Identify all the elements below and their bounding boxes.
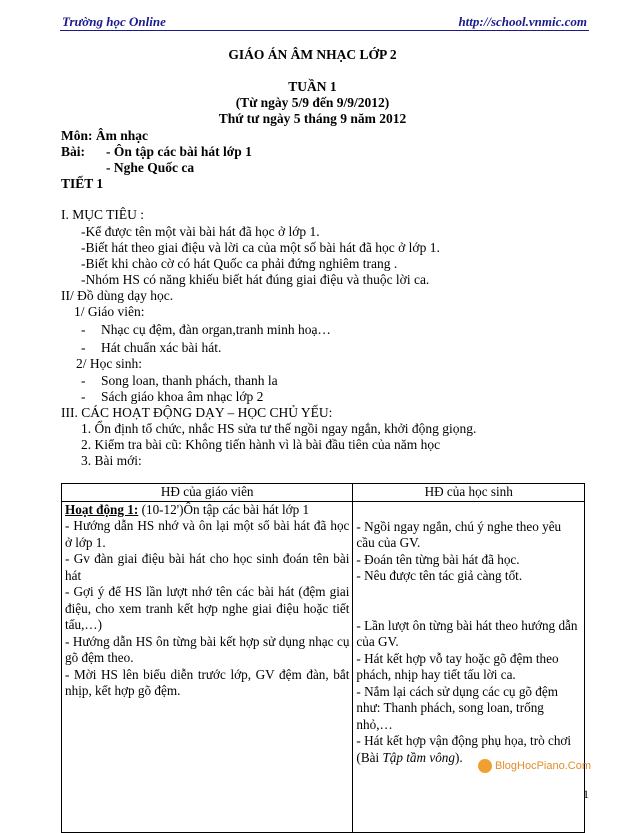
list-bullet: - <box>81 340 86 355</box>
teacher-material-item: Hát chuẩn xác bài hát. <box>101 340 222 355</box>
teacher-activities-cell <box>62 501 353 832</box>
teacher-step: - Mời HS lên biểu diễn trước lớp, GV đệm đàn, bắt nhịp, kết hợp gõ đệm. <box>65 666 350 698</box>
teacher-materials-heading: 1/ Giáo viên: <box>74 304 145 319</box>
materials-heading: II/ Đồ dùng dạy học. <box>61 288 174 303</box>
student-activities-cell <box>353 501 585 832</box>
activity-title <box>65 502 349 519</box>
subject-line: Môn: Âm nhạc <box>61 128 148 143</box>
activities-heading: III. CÁC HOẠT ĐỘNG DẠY – HỌC CHỦ YẾU: <box>61 405 333 420</box>
activity-step: 3. Bài mới: <box>81 453 142 468</box>
period-label: TIẾT 1 <box>61 176 104 191</box>
lesson-day: Thứ tư ngày 5 tháng 9 năm 2012 <box>218 111 407 126</box>
objectives-heading: I. MỤC TIÊU : <box>61 207 144 222</box>
teacher-material-item: Nhạc cụ đệm, đàn organ,tranh minh hoạ… <box>101 322 331 337</box>
watermark-logo <box>478 759 591 773</box>
teacher-step: - Gợi ý để HS lần lượt nhớ tên các bài hát (đệm giai điệu, cho xem tranh kết hợp nghe giai điệu hoặc tiết tấu,…) <box>65 584 350 632</box>
site-name: Trường học Online <box>62 14 166 29</box>
student-step: - Ngồi ngay ngắn, chú ý nghe theo yêu cầu của GV. <box>356 518 562 550</box>
teacher-column-header: HĐ của giáo viên <box>62 484 353 502</box>
list-bullet: - <box>81 373 86 388</box>
document-title: GIÁO ÁN ÂM NHẠC LỚP 2 <box>228 47 397 62</box>
teacher-step: - Hướng dẫn HS nhớ và ôn lại một số bài hát đã học ở lớp 1. <box>65 518 350 550</box>
lesson-title-2: - Nghe Quốc ca <box>106 160 195 175</box>
activity-step: 2. Kiểm tra bài cũ: Không tiến hành vì là bài đầu tiên của năm học <box>81 437 441 452</box>
list-bullet: - <box>81 389 86 404</box>
page-number: 1 <box>583 787 589 801</box>
student-step-text: - Hát kết hợp vận động phụ họa, trò chơi (Bài <box>356 733 572 765</box>
teacher-step: - Hướng dẫn HS ôn từng bài kết hợp sử dụng nhạc cụ gõ đệm theo. <box>65 633 350 665</box>
lesson-plan-table <box>61 483 585 833</box>
activity-step: 1. Ổn định tổ chức, nhắc HS sửa tư thế ngồi ngay ngắn, khởi động giọng. <box>81 421 477 436</box>
activity-description: (10-12')Ôn tập các bài hát lớp 1 <box>138 501 310 517</box>
watermark-text: BlogHocPiano.Com <box>495 759 591 772</box>
student-material-item: Song loan, thanh phách, thanh la <box>101 373 278 388</box>
list-bullet: - <box>81 322 86 337</box>
game-title: Tập tầm vông <box>382 749 455 765</box>
week-label: TUẦN 1 <box>288 79 337 94</box>
student-step: - Lần lượt ôn từng bài hát theo hướng dẫn của GV. <box>356 617 578 649</box>
student-materials-heading: 2/ Học sinh: <box>76 356 142 371</box>
student-step: - Nêu được tên tác giả càng tốt. <box>356 568 523 583</box>
objective-item: -Biết hát theo giai điệu và lời ca của một số bài hát đã học ở lớp 1. <box>81 240 440 255</box>
lesson-label: Bài: <box>61 144 86 159</box>
teacher-step: - Gv đàn giai điệu bài hát cho học sinh đoán tên bài hát <box>65 551 350 583</box>
student-step: - Hát kết hợp vỗ tay hoặc gõ đệm theo phách, nhịp hay tiết tấu lời ca. <box>356 650 559 682</box>
header-divider <box>60 30 589 31</box>
objective-item: -Nhóm HS có năng khiếu biết hát đúng giai điệu và thuộc lời ca. <box>81 272 430 287</box>
objective-item: -Kể được tên một vài bài hát đã học ở lớp 1. <box>81 224 320 239</box>
activity-label: Hoạt động 1: <box>65 501 139 517</box>
student-material-item: Sách giáo khoa âm nhạc lớp 2 <box>101 389 264 404</box>
student-step-end: ). <box>454 749 463 765</box>
site-url[interactable]: http://school.vnmic.com <box>458 14 587 29</box>
objective-item: -Biết khi chào cờ có hát Quốc ca phải đứng nghiêm trang . <box>81 256 398 271</box>
lesson-title-1: - Ôn tập các bài hát lớp 1 <box>106 144 252 159</box>
student-column-header: HĐ của học sinh <box>353 484 585 502</box>
student-step: - Đoán tên từng bài hát đã học. <box>356 551 520 567</box>
music-note-icon <box>478 759 492 773</box>
student-step: - Nắm lại cách sử dụng các cụ gõ đệm như: Thanh phách, song loan, trống nhỏ,… <box>356 683 559 732</box>
date-range: (Từ ngày 5/9 đến 9/9/2012) <box>235 95 390 110</box>
